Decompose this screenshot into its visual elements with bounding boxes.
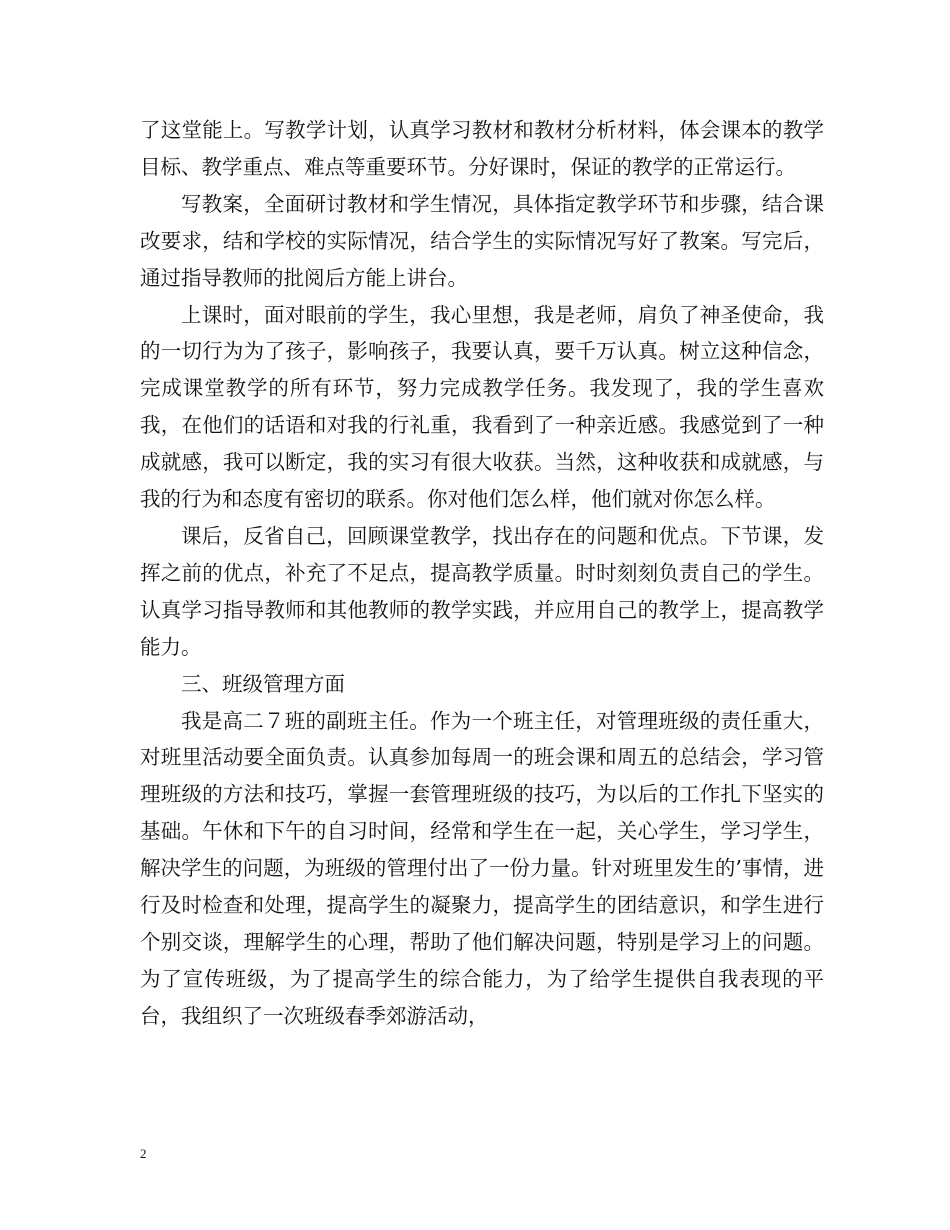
paragraph-class-management: 我是高二７班的副班主任。作为一个班主任，对管理班级的责任重大，对班里活动要全面负责。认真参加每周一的班会课和周五的总结会，学习管理班级的方法和技巧，掌握一套管理班级的技巧，为以后的工作扎下坚实的基础。午休和下午的自习时间，经常和学生在一起，关心学生，学习学生，解决学生的问题，为班级的管理付出了一份力量。针对班里发生的’事情，进行及时检查和处理，提高学生的凝聚力，提高学生的团结意识，和学生进行个别交谈，理解学生的心理，帮助了他们解决问题，特别是学习上的问题。为了宣传班级，为了提高学生的综合能力，为了给学生提供自我表现的平台，我组织了一次班级春季郊游活动， xyxy=(140,708,824,1028)
page-number: 2 xyxy=(140,1146,147,1161)
paragraph-in-class: 上课时，面对眼前的学生，我心里想，我是老师，肩负了神圣使命，我的一切行为为了孩子，影响孩子，我要认真，要千万认真。树立这种信念，完成课堂教学的所有环节，努力完成教学任务。我发现了，我的学生喜欢我，在他们的话语和对我的行礼重，我看到了一种亲近感。我感觉到了一种成就感，我可以断定，我的实习有很大收获。当然，这种收获和成就感，与我的行为和态度有密切的联系。你对他们怎么样，他们就对你怎么样。 xyxy=(140,302,824,512)
document-body xyxy=(140,112,824,1035)
paragraph-after-class: 课后，反省自己，回顾课堂教学，找出存在的问题和优点。下节课，发挥之前的优点，补充了不足点，提高教学质量。时时刻刻负责自己的学生。认真学习指导教师和其他教师的教学实践，并应用自己的教学上，提高教学能力。 xyxy=(140,523,824,659)
paragraph-lesson-planning-continued: 了这堂能上。写教学计划，认真学习教材和教材分析材料，体会课本的教学目标、教学重点、难点等重要环节。分好课时，保证的教学的正常运行。 xyxy=(140,118,824,179)
section-heading-class-management: 三、班级管理方面 xyxy=(181,671,345,696)
paragraph-writing-lesson-plans: 写教案，全面研讨教材和学生情况，具体指定教学环节和步骤，结合课改要求，结和学校的实际情况，结合学生的实际情况写好了教案。写完后，通过指导教师的批阅后方能上讲台。 xyxy=(140,191,824,290)
